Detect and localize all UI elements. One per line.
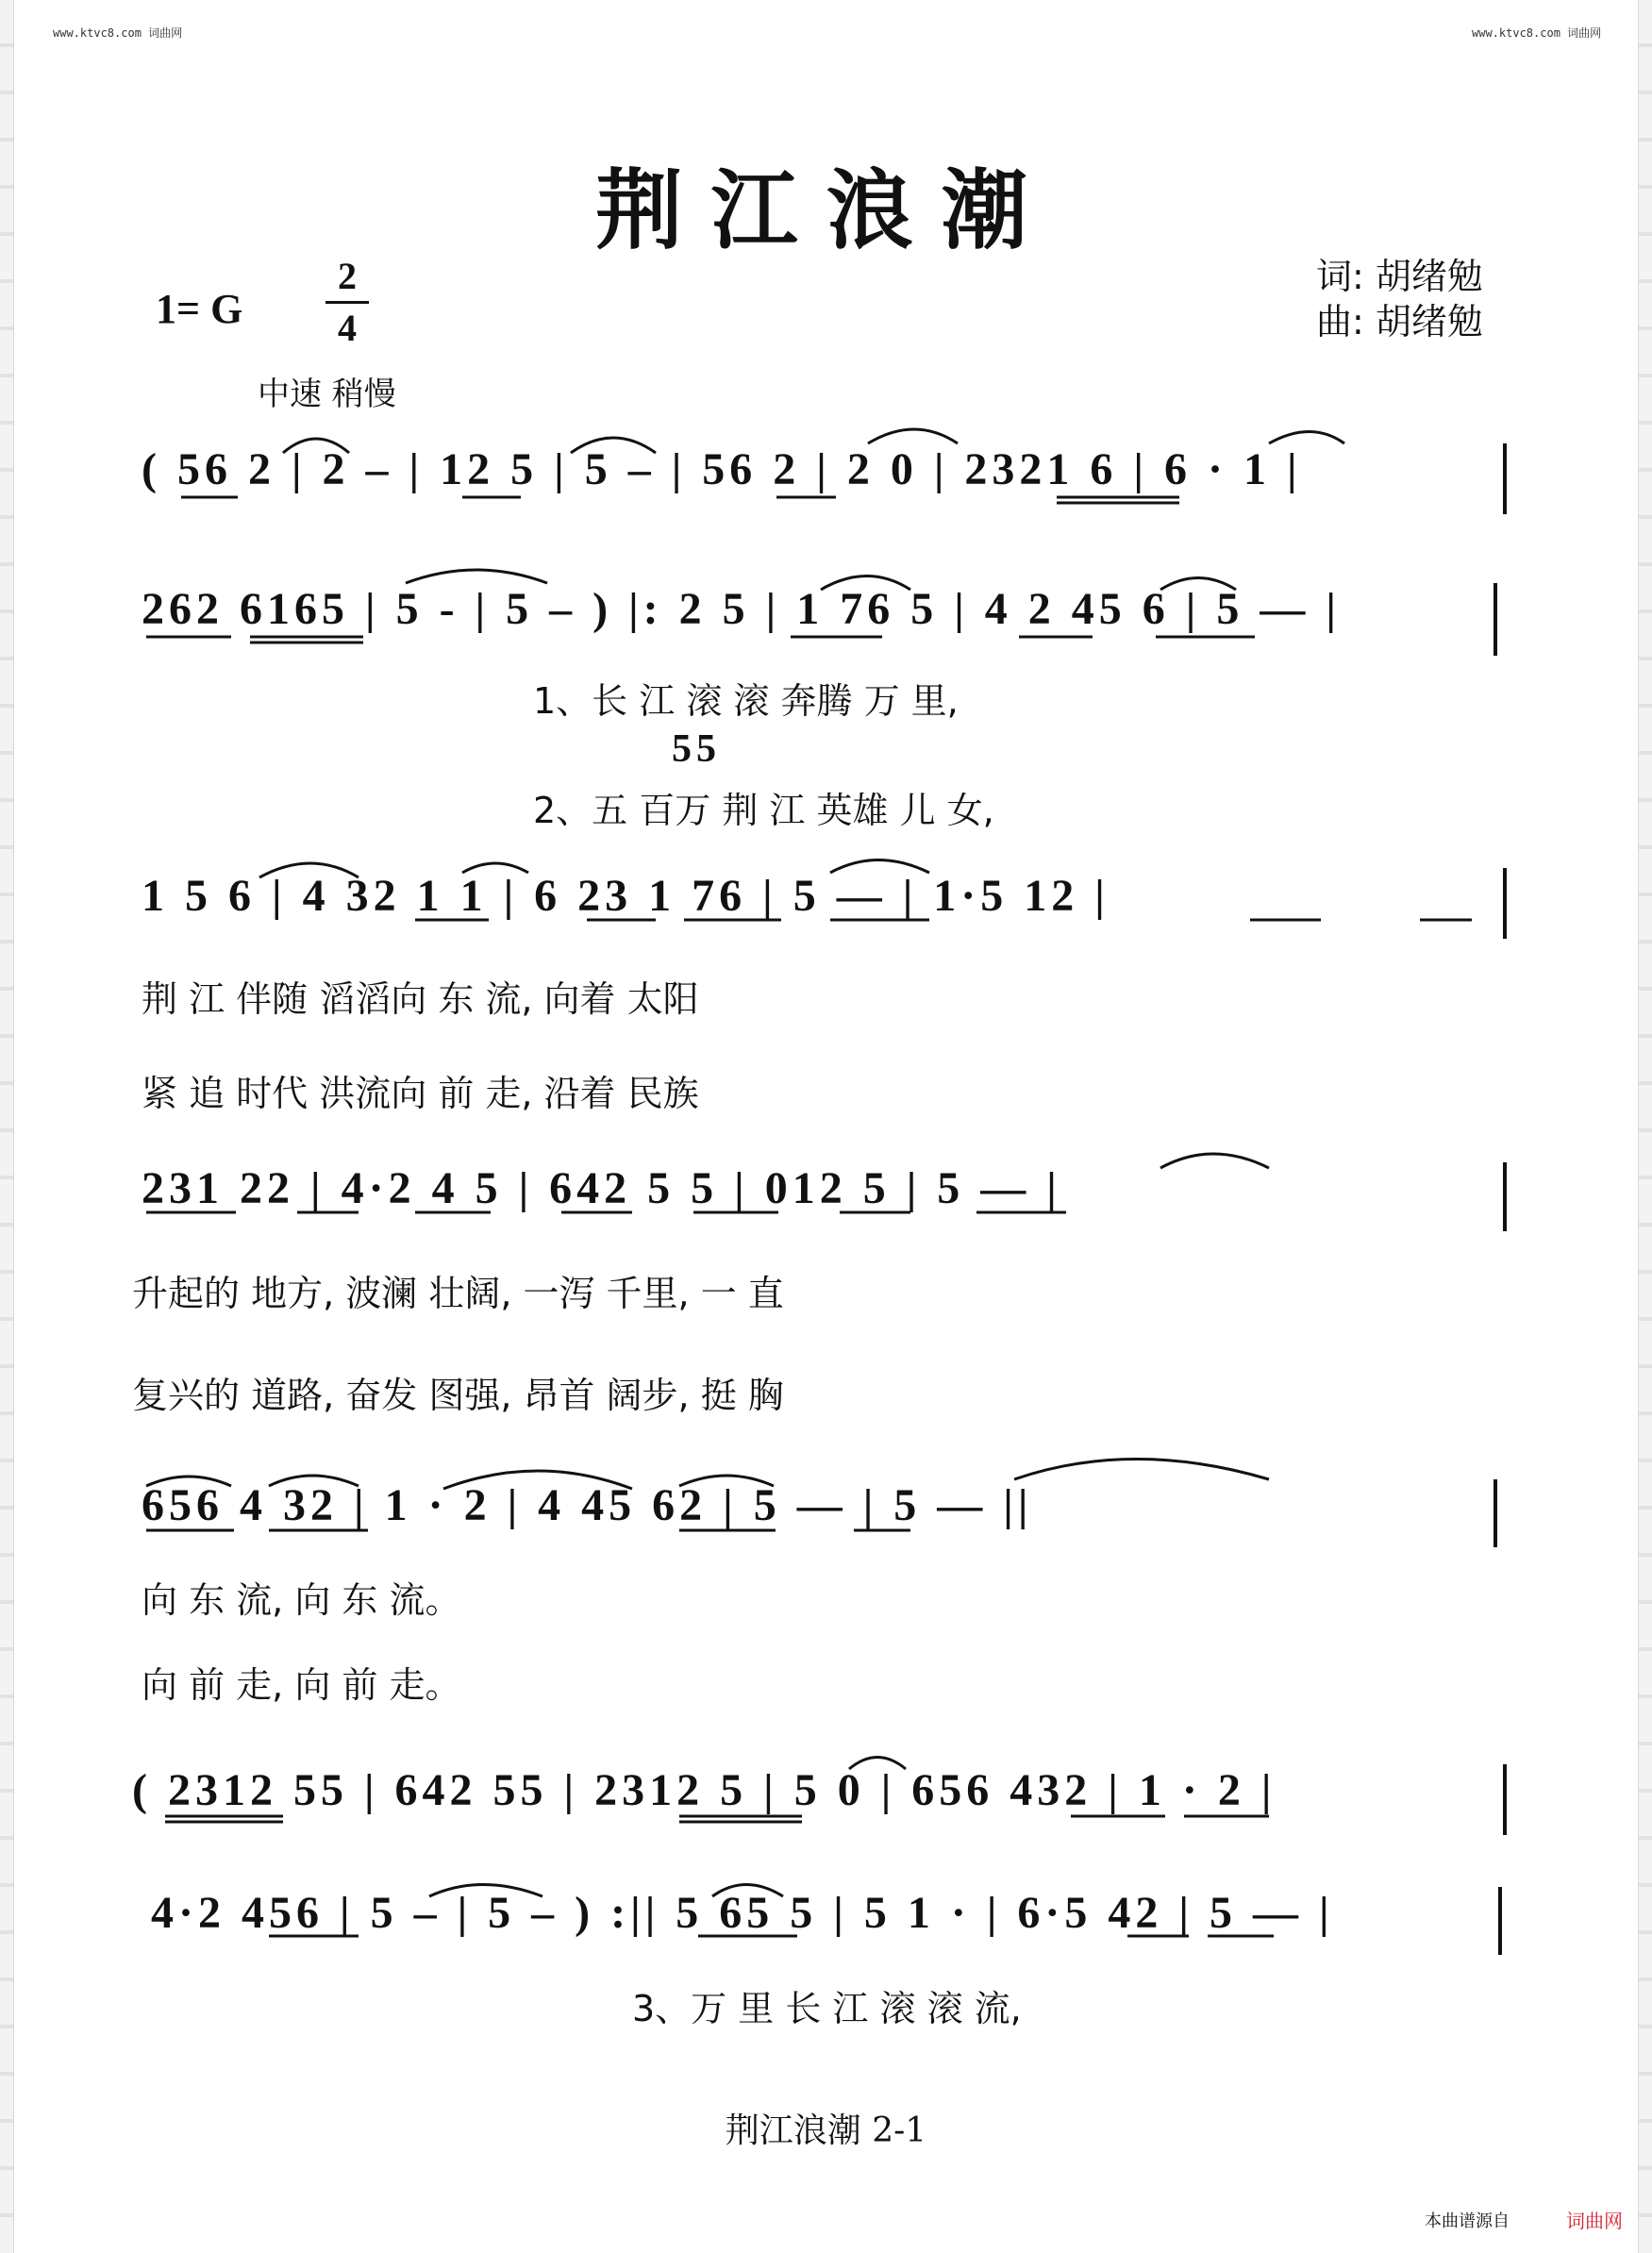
barline-marks (1495, 443, 1505, 1955)
notation-line-6: ( 2312 55 | 642 55 | 2312 5 | 5 0 | 656 432 | 1 · 2 | (132, 1765, 1277, 1815)
slur-16 (1014, 1460, 1269, 1480)
alternate-notes: 55 (672, 727, 721, 771)
left-watermark-strip (0, 0, 14, 2253)
lyric-line-5-verse-1: 向 东 流, 向 东 流。 (142, 1579, 461, 1621)
notation-line-4: 231 22 | 4·2 4 5 | 642 5 5 | 012 5 | 5 — | (142, 1163, 1061, 1213)
key-signature: 1= G (156, 286, 243, 332)
meter-bottom: 4 (338, 307, 357, 349)
song-title: 荆江浪潮 (595, 159, 1057, 261)
tempo-marking: 中速 稍慢 (258, 376, 396, 413)
site-url-right: www.ktvc8.com 词曲网 (1472, 26, 1602, 40)
notation-line-3: 1 5 6 | 4 32 1 1 | 6 23 1 76 | 5 — | 1·5 12 | (142, 871, 1110, 921)
source-label: 本曲谱源自 (1425, 2211, 1510, 2231)
notation-line-1: ( 56 2 | 2 – | 12 5 | 5 – | 56 2 | 2 0 | 2321 6 | 6 · 1 | (142, 444, 1302, 494)
slur-11 (1160, 1154, 1269, 1168)
lyric-line-3-verse-2: 紧 追 时代 洪流向 前 走, 沿着 民族 (142, 1073, 699, 1114)
lyric-line-7-verse-3: 3、万 里 长 江 滚 滚 流, (632, 1988, 1022, 2029)
lyric-line-2-verse-1: 1、长 江 滚 滚 奔腾 万 里, (533, 680, 959, 722)
notation-line-2: 262 6165 | 5 - | 5 – ) |: 2 5 | 1 76 5 | 4 2 45 6 | 5 — | (142, 584, 1341, 634)
composer-credit: 曲: 胡绪勉 (1316, 301, 1483, 342)
brand-logo-text: 词曲网 (1566, 2210, 1623, 2232)
right-watermark-strip (1638, 0, 1652, 2253)
lyric-line-4-verse-2: 复兴的 道路, 奋发 图强, 昂首 阔步, 挺 胸 (132, 1375, 784, 1416)
lyric-line-4-verse-1: 升起的 地方, 波澜 壮阔, 一泻 千里, 一 直 (132, 1273, 784, 1314)
lyric-line-3-verse-1: 荆 江 伴随 滔滔向 东 流, 向着 太阳 (142, 978, 699, 1020)
notation-line-7: 4·2 456 | 5 – | 5 – ) :|| 5 65 5 | 5 1 · | 6·5 42 | 5 — | (151, 1888, 1334, 1938)
site-url-left: www.ktvc8.com 词曲网 (53, 26, 183, 40)
page-label: 荆江浪潮 2-1 (725, 2111, 927, 2150)
time-signature (325, 253, 369, 352)
lyric-line-2-verse-2: 2、五 百万 荆 江 英雄 儿 女, (533, 790, 994, 831)
notation-line-5: 656 4 32 | 1 · 2 | 4 45 62 | 5 — | 5 — || (142, 1480, 1033, 1530)
slur-3 (868, 429, 958, 443)
meter-top: 2 (338, 255, 357, 297)
slur-4 (1269, 432, 1344, 444)
lyric-line-5-verse-2: 向 前 走, 向 前 走。 (142, 1664, 461, 1706)
lyricist-credit: 词: 胡绪勉 (1316, 256, 1483, 297)
slur-5 (406, 570, 547, 583)
